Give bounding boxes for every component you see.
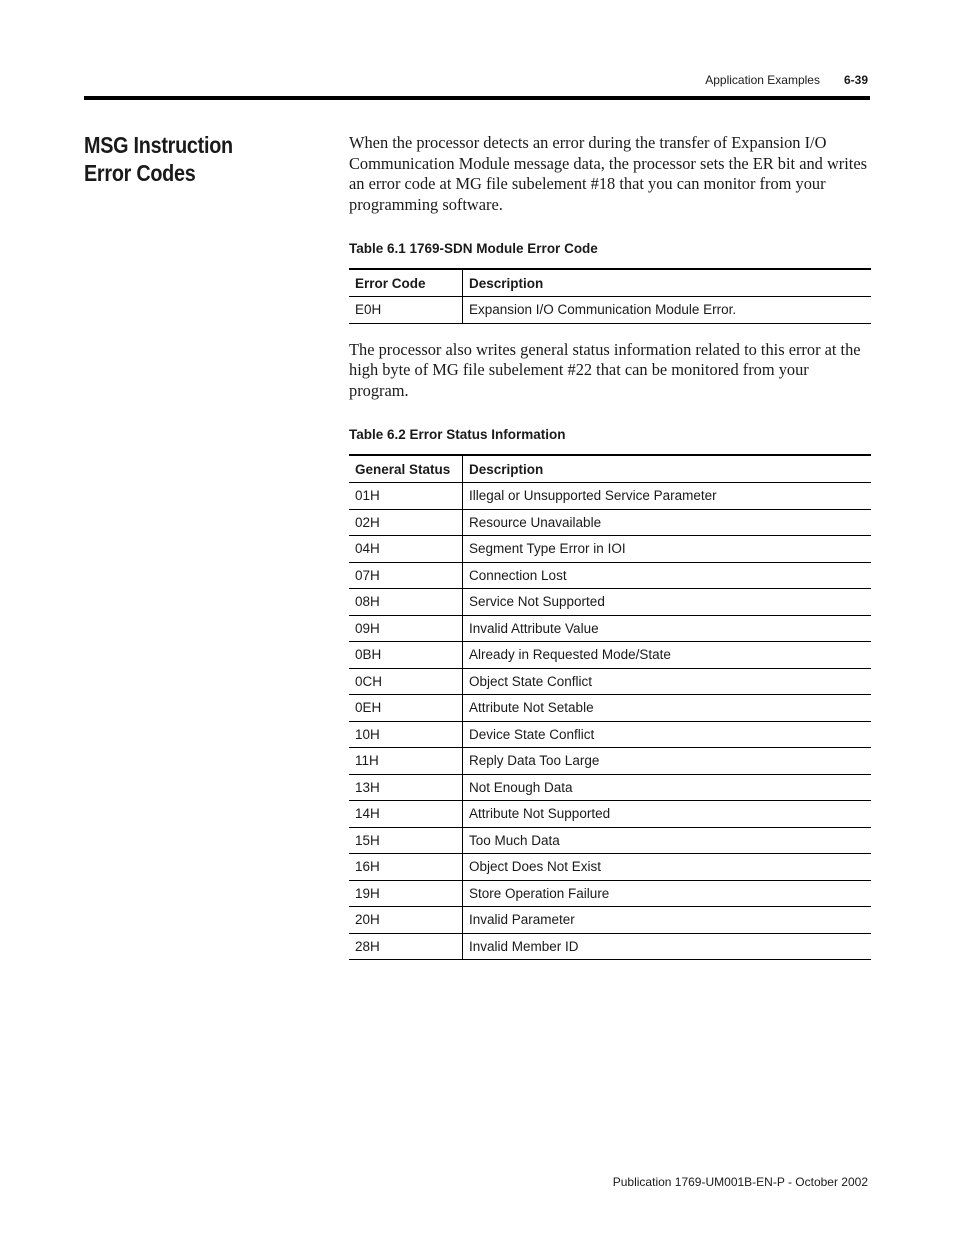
table-row [349,668,871,695]
description-cell: Object Does Not Exist [469,859,602,875]
table-row [349,933,871,960]
code-cell: 01H [349,483,463,510]
description-cell: Too Much Data [469,832,560,848]
description-cell: Segment Type Error in IOI [469,541,626,557]
page-number: 6-39 [843,73,868,87]
description-cell: Object State Conflict [469,673,593,689]
running-header-section: Application Examples [705,73,820,87]
code-cell: 09H [349,615,463,642]
description-cell: Service Not Supported [469,594,605,610]
table-row [349,827,871,854]
description-cell: Attribute Not Setable [469,700,594,716]
table-row [349,880,871,907]
description-cell: Invalid Attribute Value [469,620,599,636]
code-cell: 08H [349,589,463,616]
description-cell: Resource Unavailable [469,514,602,530]
description-cell: Store Operation Failure [469,885,610,901]
error-code-table [349,268,871,324]
code-cell: 0BH [349,642,463,669]
error-status-table [349,454,871,960]
code-cell: 10H [349,721,463,748]
table-row [349,589,871,616]
main-content [349,133,871,960]
table-row [349,615,871,642]
column-header: Description [469,461,544,477]
table-row [349,695,871,722]
description-cell: Device State Conflict [469,726,595,742]
table-row [349,536,871,563]
code-cell: E0H [349,297,463,324]
column-header: Error Code [349,269,463,297]
table-header-row [349,455,871,483]
section-title: MSG Instruction Error Codes [84,132,233,186]
code-cell: 15H [349,827,463,854]
table-row [349,907,871,934]
code-cell: 14H [349,801,463,828]
code-cell: 04H [349,536,463,563]
description-cell: Reply Data Too Large [469,753,600,769]
table-header-row [349,269,871,297]
code-cell: 19H [349,880,463,907]
table-row [349,774,871,801]
description-cell: Attribute Not Supported [469,806,611,822]
middle-paragraph: The processor also writes general status information related to this error at the high byte of MG file subelement #22 that can be monitored from your program. [349,339,861,400]
table-row [349,509,871,536]
table-row [349,297,871,324]
column-header: General Status [349,455,463,483]
table1-caption: Table 6.1 1769-SDN Module Error Code [349,241,598,256]
code-cell: 0EH [349,695,463,722]
description-cell: Invalid Member ID [469,938,579,954]
header-rule [84,96,870,100]
table2-caption: Table 6.2 Error Status Information [349,427,566,442]
column-header: Description [469,275,544,291]
description-cell: Invalid Parameter [469,912,575,928]
code-cell: 0CH [349,668,463,695]
description-cell: Already in Requested Mode/State [469,647,671,663]
table-body [349,297,871,324]
code-cell: 20H [349,907,463,934]
code-cell: 13H [349,774,463,801]
code-cell: 02H [349,509,463,536]
code-cell: 16H [349,854,463,881]
description-cell: Connection Lost [469,567,567,583]
table-row [349,721,871,748]
table-row [349,748,871,775]
table-row [349,801,871,828]
intro-paragraph: When the processor detects an error during the transfer of Expansion I/O Communication Module message data, the processor sets the ER bit and writes an error code at MG file subelement #18 that you can monitor from your programming software. [349,133,868,214]
table-row [349,483,871,510]
table-row [349,854,871,881]
table-body [349,483,871,960]
table-row [349,562,871,589]
description-cell: Not Enough Data [469,779,573,795]
code-cell: 11H [349,748,463,775]
description-cell: Illegal or Unsupported Service Parameter [469,488,717,504]
running-header [705,73,868,87]
table-row [349,642,871,669]
publication-footer: Publication 1769-UM001B-EN-P - October 2002 [612,1175,868,1189]
code-cell: 07H [349,562,463,589]
description-cell: Expansion I/O Communication Module Error. [469,302,737,318]
code-cell: 28H [349,933,463,960]
